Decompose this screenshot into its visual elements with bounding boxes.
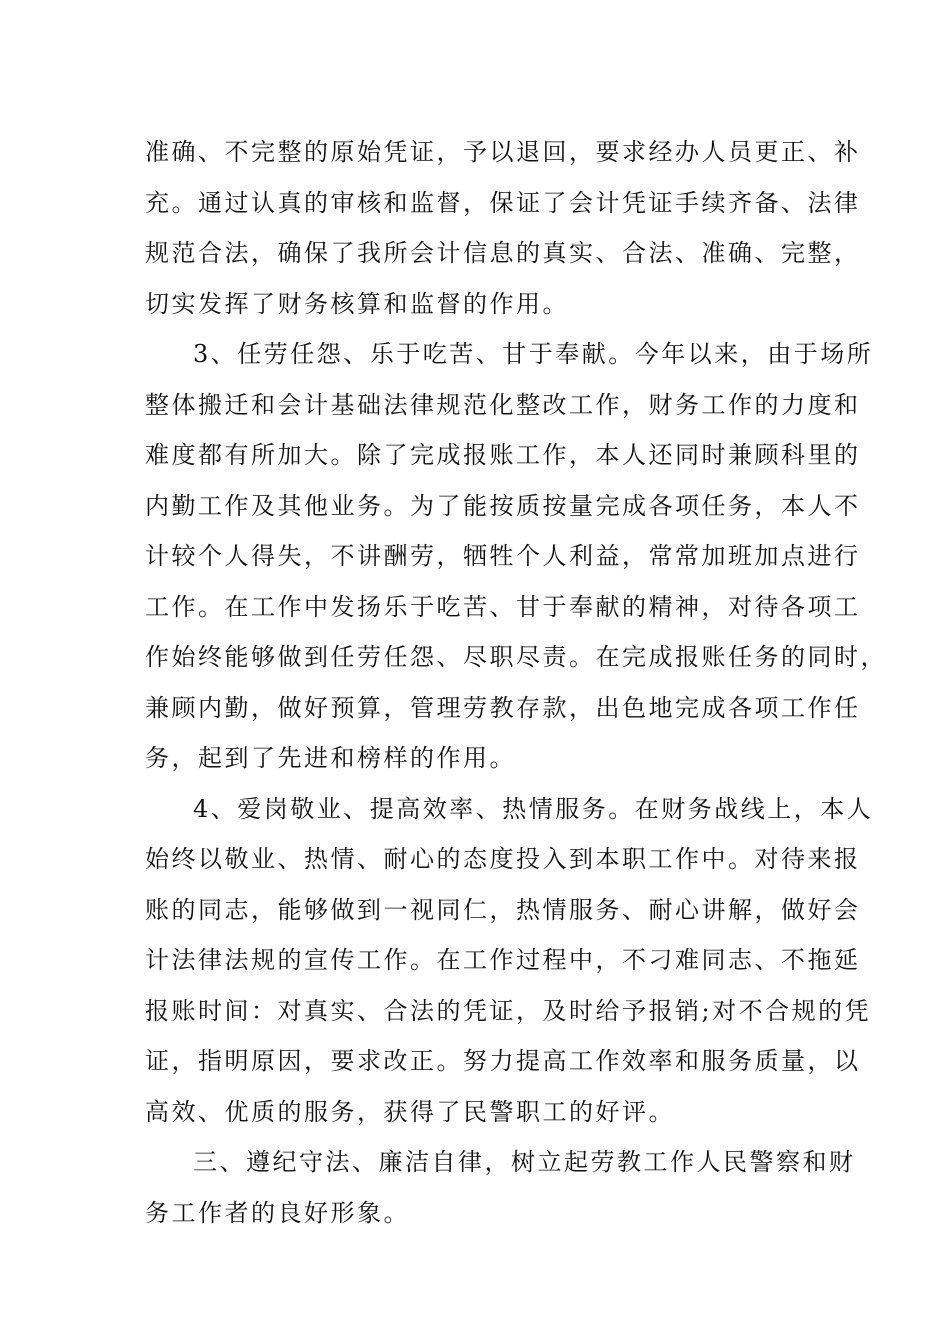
text-line: 计法律法规的宣传工作。在工作过程中，不刁难同志、不拖延 [145, 946, 861, 974]
paragraph-heading-3: 3、任劳任怨、乐于吃苦、甘于奉献。今年以来，由于场所 [193, 340, 874, 368]
text-line: 难度都有所加大。除了完成报账工作，本人还同时兼顾科里的 [145, 441, 861, 469]
paragraph-heading-4: 4、爱岗敬业、提高效率、热情服务。在财务战线上，本人 [193, 794, 874, 823]
text-line: 切实发挥了财务核算和监督的作用。 [145, 289, 569, 318]
text-line: 报账时间：对真实、合法的凭证，及时给予报销;对不合规的凭 [145, 996, 872, 1025]
text-line: 始终以敬业、热情、耐心的态度投入到本职工作中。对待来报 [145, 845, 861, 873]
text-line: 证，指明原因，要求改正。努力提高工作效率和服务质量，以 [145, 1047, 861, 1075]
text-line: 工作。在工作中发扬乐于吃苦、甘于奉献的精神，对待各项工 [145, 592, 861, 621]
text-line: 计较个人得失，不讲酬劳，牺牲个人利益，常常加班加点进行 [145, 542, 861, 570]
text-line: 高效、优质的服务，获得了民警职工的好评。 [145, 1097, 675, 1126]
text-line: 账的同志，能够做到一视同仁，热情服务、耐心讲解，做好会 [145, 895, 861, 924]
text-line: 规范合法，确保了我所会计信息的真实、合法、准确、完整， [145, 239, 861, 267]
text-line: 兼顾内勤，做好预算，管理劳教存款，出色地完成各项工作任 [145, 693, 861, 722]
body-text [145, 127, 887, 1238]
text-line: 整体搬迁和会计基础法律规范化整改工作，财务工作的力度和 [145, 390, 861, 419]
text-line: 内勤工作及其他业务。为了能按质按量完成各项任务，本人不 [145, 491, 861, 520]
section-heading-three: 三、遵纪守法、廉洁自律，树立起劳教工作人民警察和财 [193, 1148, 856, 1176]
text-line: 准确、不完整的原始凭证，予以退回，要求经办人员更正、补 [145, 138, 861, 166]
text-line: 务，起到了先进和榜样的作用。 [145, 744, 516, 772]
text-line: 作始终能够做到任劳任怨、尽职尽责。在完成报账任务的同时， [145, 643, 887, 671]
text-line: 务工作者的良好形象。 [145, 1198, 410, 1227]
text-line: 充。通过认真的审核和监督，保证了会计凭证手续齐备、法律 [145, 188, 861, 217]
